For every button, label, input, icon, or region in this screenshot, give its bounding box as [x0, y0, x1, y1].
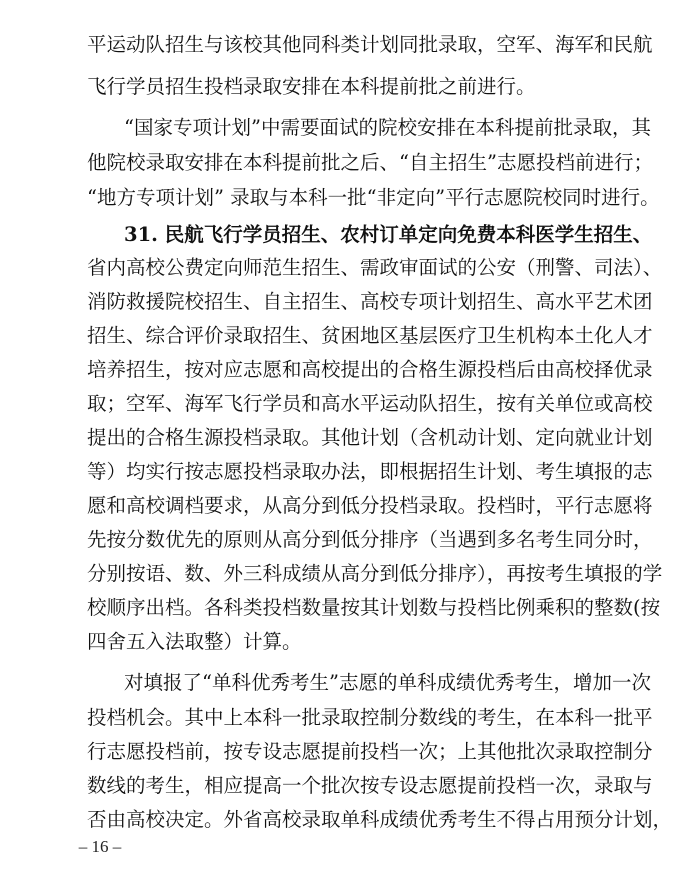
text-line: 平运动队招生与该校其他同科类计划同批录取，空军、海军和民航: [87, 33, 653, 56]
text-line: 分别按语、数、外三科成绩从高分到低分排序），再按考生填报的学: [87, 562, 663, 585]
text-line: 先按分数优先的原则从高分到低分排序（当遇到多名考生同分时，: [87, 528, 653, 551]
text-line: 四舍五入法取整）计算。: [87, 630, 302, 653]
text-line: 消防救援院校招生、自主招生、高校专项计划招生、高水平艺术团: [87, 290, 653, 313]
text-line: 招生、综合评价录取招生、贫困地区基层医疗卫生机构本土化人才: [87, 324, 653, 347]
section-heading-line: 31. 民航飞行学员招生、农村订单定向免费本科医学生招生、: [124, 223, 653, 246]
text-line: 行志愿投档前，按专设志愿提前投档一次；上其他批次录取控制分: [87, 740, 653, 763]
text-line: “国家专项计划”中需要面试的院校安排在本科提前批录取，其: [124, 116, 651, 139]
text-line: 愿和高校调档要求，从高分到低分投档录取。投档时，平行志愿将: [87, 494, 653, 517]
text-line: 飞行学员招生投档录取安排在本科提前批之前进行。: [87, 75, 536, 98]
text-line: 培养招生，按对应志愿和高校提出的合格生源投档后由高校择优录: [87, 358, 653, 381]
text-line: 省内高校公费定向师范生招生、需政审面试的公安（刑警、司法）、: [87, 256, 663, 279]
text-line: 他院校录取安排在本科提前批之后、“自主招生”志愿投档前进行；: [87, 151, 653, 174]
text-line: 数线的考生，相应提高一个批次按专设志愿提前投档一次，录取与: [87, 774, 653, 797]
text-line: 取；空军、海军飞行学员和高水平运动队招生，按有关单位或高校: [87, 392, 653, 415]
text-line: 等）均实行按志愿投档录取办法，即根据招生计划、考生填报的志: [87, 460, 653, 483]
text-line: 对填报了“单科优秀考生”志愿的单科成绩优秀考生，增加一次: [124, 671, 651, 694]
text-line: 提出的合格生源投档录取。其他计划（含机动计划、定向就业计划: [87, 426, 653, 449]
text-line: 否由高校决定。外省高校录取单科成绩优秀考生不得占用预分计划，: [87, 808, 673, 831]
text-line: 投档机会。其中上本科一批录取控制分数线的考生，在本科一批平: [87, 706, 653, 729]
text-line: 校顺序出档。各科类投档数量按其计划数与投档比例乘积的整数(按: [87, 596, 661, 619]
text-line: “地方专项计划” 录取与本科一批“非定向”平行志愿院校同时进行。: [87, 186, 660, 209]
page-number: – 16 –: [78, 837, 122, 856]
